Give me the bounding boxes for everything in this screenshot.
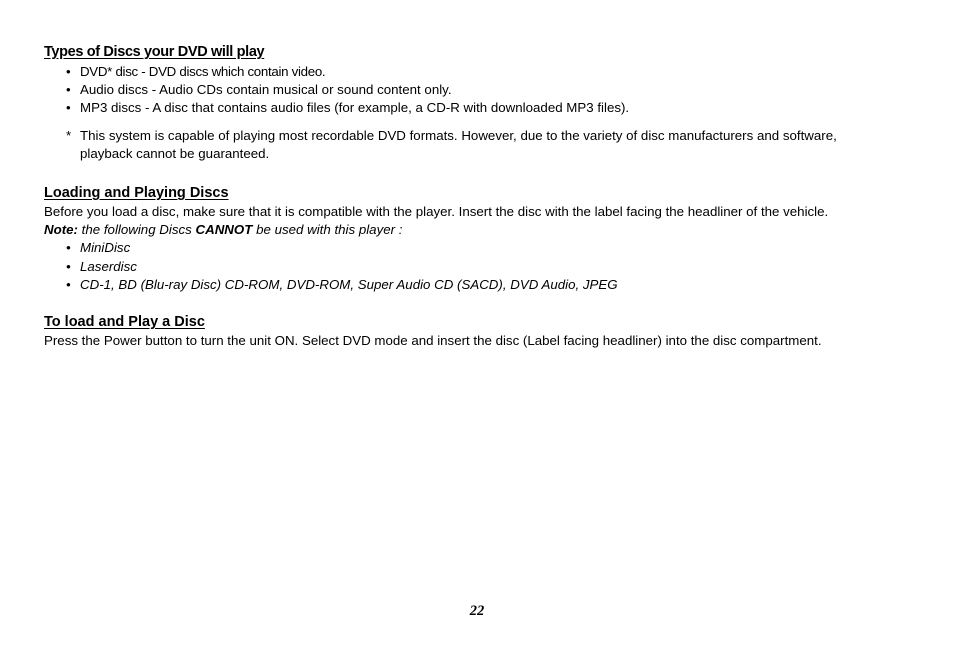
list-item [66,258,137,276]
list-item-text: Laserdisc [80,259,137,274]
list-item-text: CD-1, BD (Blu-ray Disc) CD-ROM, DVD-ROM, Super Audio CD (SACD), DVD Audio, JPEG [80,277,618,292]
bullet-mark: • [66,277,71,292]
list-item-text: Audio discs - Audio CDs contain musical or sound content only. [80,82,452,97]
footnote-line: playback cannot be guaranteed. [80,146,270,161]
footnote-line: This system is capable of playing most recordable DVD formats. However, due to the variety of disc manufacturers and software, [80,128,837,143]
section-heading-disc-types: Types of Discs your DVD will play [44,44,265,60]
list-item-text: MP3 discs - A disc that contains audio files (for example, a CD-R with downloaded MP3 files). [80,100,630,115]
section-heading-loading-playing: Loading and Playing Discs [44,185,229,201]
list-item-text: MiniDisc [80,240,131,255]
bullet-mark: • [66,240,71,255]
bullet-mark: • [66,82,71,97]
bullet-mark: • [66,259,71,274]
note-text: be used with this player : [252,222,403,237]
list-item [66,239,130,257]
note-line [44,221,402,239]
list-item-text: DVD* disc - DVD discs which contain video. [80,64,326,79]
note-label: Note: [44,222,78,237]
list-item [66,99,629,117]
page-number: 22 [469,603,485,619]
list-item [66,276,618,294]
section-heading-load-play: To load and Play a Disc [44,314,205,330]
footnote [66,127,896,163]
paragraph: Press the Power button to turn the unit ON. Select DVD mode and insert the disc (Label facing headliner) into the disc compartment. [44,333,822,348]
paragraph: Before you load a disc, make sure that it is compatible with the player. Insert the disc with the label facing the headliner of the vehicle. [44,204,829,219]
list-item [66,63,325,81]
footnote-asterisk: * [66,128,72,143]
bullet-mark: • [66,64,71,79]
list-item [66,81,452,99]
bullet-mark: • [66,100,71,115]
note-emphasis: CANNOT [195,222,253,237]
note-text: the following Discs [77,222,196,237]
